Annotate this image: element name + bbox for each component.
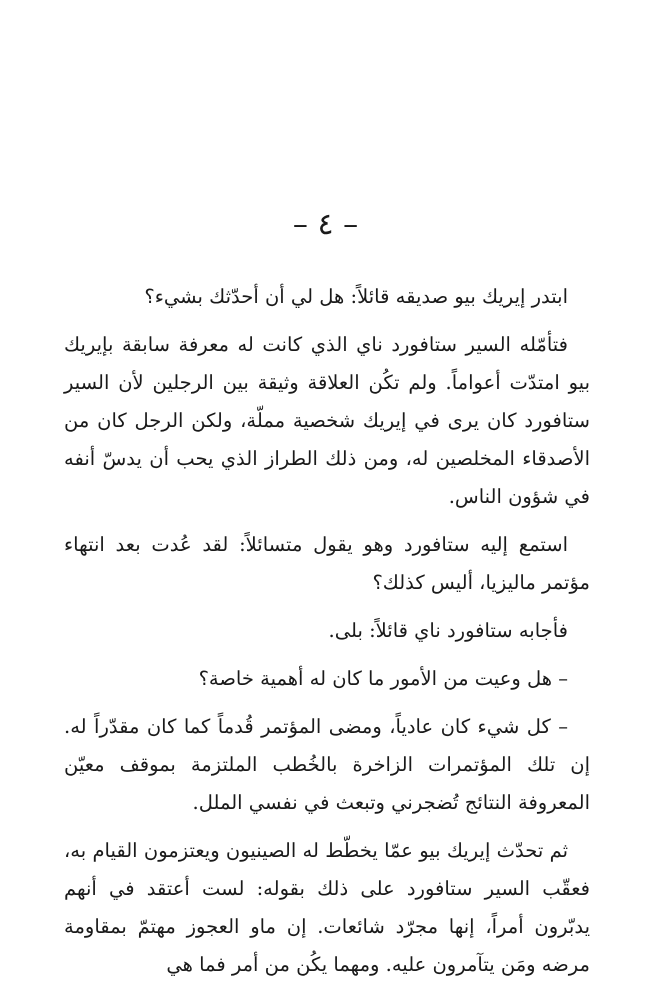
paragraph-4: فأجابه ستافورد ناي قائلاً: بلى. xyxy=(328,619,568,642)
paragraph-6: – كل شيء كان عادياً، ومضى المؤتمر قُدماً كما كان مقدّراً له. إن تلك المؤتمرات الزاخرة بالخُطب الملتزمة بموقف معيّن المعروفة النتائج تُضجرني وتبعث في نفسي الملل. xyxy=(64,715,590,814)
chapter-number: – ٤ – xyxy=(292,207,359,242)
paragraph-5: – هل وعيت من الأمور ما كان له أهمية خاصة؟ xyxy=(198,667,568,690)
chapter-body xyxy=(64,278,590,994)
paragraph-1: ابتدر إيريك بيو صديقه قائلاً: هل لي أن أحدّثك بشيء؟ xyxy=(144,285,568,308)
paragraph-7: ثم تحدّث إيريك بيو عمّا يخطّط له الصينيون ويعتزمون القيام به، فعقّب السير ستافورد على ذلك بقوله: لست أعتقد في أنهم يدبّرون أمراً، إنها مجرّد شائعات. إن ماو العجوز مهتمّ بمقاومة مرضه ومَن يتآمرون عليه. ومهما يكُن من أمر فما هي xyxy=(64,839,590,976)
paragraph-2: فتأمّله السير ستافورد ناي الذي كانت له معرفة سابقة بإيريك بيو امتدّت أعواماً. ولم تكُن العلاقة وثيقة بين الرجلين لأن السير ستافورد كان يرى في إيريك شخصية مملّة، ولكن الرجل كان من الأصدقاء المخلصين له، ومن ذلك الطراز الذي يحب أن يدسّ أنفه في شؤون الناس. xyxy=(64,333,590,508)
paragraph-3: استمع إليه ستافورد وهو يقول متسائلاً: لقد عُدت بعد انتهاء مؤتمر ماليزيا، أليس كذلك؟ xyxy=(64,533,590,594)
